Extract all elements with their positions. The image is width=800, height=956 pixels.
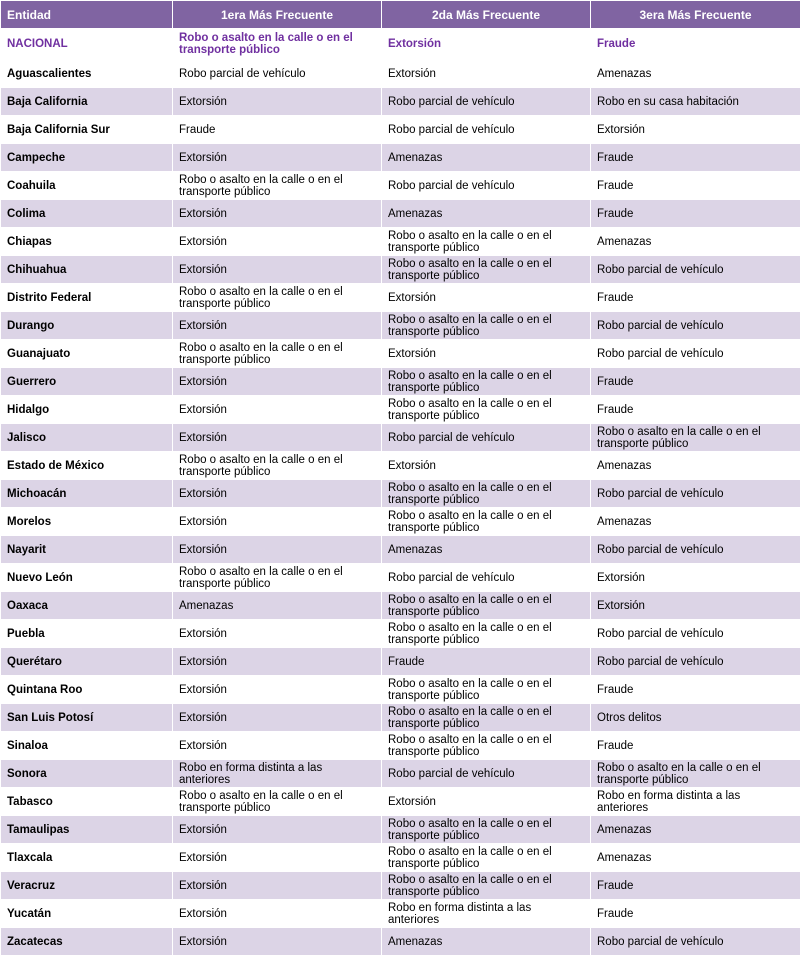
cell-second: Amenazas <box>382 536 591 564</box>
table-row <box>1 284 800 312</box>
cell-entidad: Guerrero <box>1 368 173 396</box>
cell-entidad: Guanajuato <box>1 340 173 368</box>
table-body <box>1 29 800 956</box>
cell-entidad: Sinaloa <box>1 732 173 760</box>
cell-second: Robo o asalto en la calle o en el transporte público <box>382 368 591 396</box>
cell-third: Fraude <box>591 900 800 928</box>
cell-third: Fraude <box>591 368 800 396</box>
cell-second: Robo parcial de vehículo <box>382 88 591 116</box>
table-row <box>1 256 800 284</box>
table-row <box>1 312 800 340</box>
cell-third: Amenazas <box>591 508 800 536</box>
cell-second: Robo o asalto en la calle o en el transporte público <box>382 704 591 732</box>
table-row <box>1 704 800 732</box>
cell-second: Robo o asalto en la calle o en el transporte público <box>382 228 591 256</box>
cell-first: Robo o asalto en la calle o en el transporte público <box>173 564 382 592</box>
cell-third: Robo parcial de vehículo <box>591 620 800 648</box>
cell-third: Robo parcial de vehículo <box>591 648 800 676</box>
cell-entidad: Chihuahua <box>1 256 173 284</box>
cell-first: Extorsión <box>173 144 382 172</box>
table-row <box>1 536 800 564</box>
header-first-most-frequent: 1era Más Frecuente <box>173 1 382 29</box>
table-row <box>1 508 800 536</box>
cell-third: Extorsión <box>591 564 800 592</box>
cell-entidad: Yucatán <box>1 900 173 928</box>
cell-second: Robo o asalto en la calle o en el transporte público <box>382 620 591 648</box>
cell-entidad: Hidalgo <box>1 396 173 424</box>
cell-first: Extorsión <box>173 424 382 452</box>
cell-entidad: Distrito Federal <box>1 284 173 312</box>
cell-entidad: Tamaulipas <box>1 816 173 844</box>
cell-second: Robo o asalto en la calle o en el transporte público <box>382 480 591 508</box>
cell-second: Robo o asalto en la calle o en el transporte público <box>382 844 591 872</box>
cell-third: Robo parcial de vehículo <box>591 480 800 508</box>
header-third-most-frequent: 3era Más Frecuente <box>591 1 800 29</box>
cell-third: Robo en su casa habitación <box>591 88 800 116</box>
cell-third: Robo parcial de vehículo <box>591 256 800 284</box>
cell-entidad: Durango <box>1 312 173 340</box>
cell-third: Robo parcial de vehículo <box>591 536 800 564</box>
cell-entidad: Oaxaca <box>1 592 173 620</box>
cell-entidad: San Luis Potosí <box>1 704 173 732</box>
cell-second: Robo o asalto en la calle o en el transporte público <box>382 872 591 900</box>
table-row <box>1 676 800 704</box>
cell-entidad: Campeche <box>1 144 173 172</box>
cell-first: Extorsión <box>173 312 382 340</box>
cell-entidad: Veracruz <box>1 872 173 900</box>
cell-second: Robo parcial de vehículo <box>382 116 591 144</box>
table-row <box>1 928 800 956</box>
table-row <box>1 816 800 844</box>
cell-second: Extorsión <box>382 60 591 88</box>
header-row <box>1 1 800 29</box>
table-header <box>1 1 800 29</box>
cell-first: Robo o asalto en la calle o en el transporte público <box>173 788 382 816</box>
cell-first: Robo en forma distinta a las anteriores <box>173 760 382 788</box>
cell-second: Amenazas <box>382 928 591 956</box>
cell-first: Extorsión <box>173 396 382 424</box>
nacional-label: NACIONAL <box>1 29 173 60</box>
table-row <box>1 452 800 480</box>
cell-first: Extorsión <box>173 704 382 732</box>
table-row <box>1 592 800 620</box>
cell-third: Fraude <box>591 284 800 312</box>
cell-entidad: Zacatecas <box>1 928 173 956</box>
cell-second: Amenazas <box>382 144 591 172</box>
cell-third: Fraude <box>591 872 800 900</box>
table-row <box>1 424 800 452</box>
cell-second: Robo o asalto en la calle o en el transporte público <box>382 676 591 704</box>
cell-second: Fraude <box>382 648 591 676</box>
cell-entidad: Tabasco <box>1 788 173 816</box>
cell-entidad: Nuevo León <box>1 564 173 592</box>
cell-entidad: Puebla <box>1 620 173 648</box>
cell-second: Robo o asalto en la calle o en el transporte público <box>382 592 591 620</box>
cell-entidad: Baja California <box>1 88 173 116</box>
cell-second: Robo o asalto en la calle o en el transporte público <box>382 508 591 536</box>
table-row <box>1 900 800 928</box>
table-row <box>1 368 800 396</box>
cell-entidad: Sonora <box>1 760 173 788</box>
table-row <box>1 116 800 144</box>
cell-first: Extorsión <box>173 256 382 284</box>
cell-third: Fraude <box>591 172 800 200</box>
cell-third: Amenazas <box>591 844 800 872</box>
cell-first: Extorsión <box>173 816 382 844</box>
cell-second: Amenazas <box>382 200 591 228</box>
header-entidad: Entidad <box>1 1 173 29</box>
cell-entidad: Baja California Sur <box>1 116 173 144</box>
cell-entidad: Morelos <box>1 508 173 536</box>
table-row <box>1 732 800 760</box>
cell-entidad: Nayarit <box>1 536 173 564</box>
cell-entidad: Jalisco <box>1 424 173 452</box>
cell-third: Fraude <box>591 200 800 228</box>
cell-entidad: Tlaxcala <box>1 844 173 872</box>
cell-entidad: Michoacán <box>1 480 173 508</box>
table-row <box>1 564 800 592</box>
cell-first: Extorsión <box>173 508 382 536</box>
nacional-first: Robo o asalto en la calle o en el transporte público <box>173 29 382 60</box>
cell-entidad: Coahuila <box>1 172 173 200</box>
cell-entidad: Quintana Roo <box>1 676 173 704</box>
header-second-most-frequent: 2da Más Frecuente <box>382 1 591 29</box>
cell-first: Fraude <box>173 116 382 144</box>
table-row <box>1 844 800 872</box>
cell-second: Robo parcial de vehículo <box>382 564 591 592</box>
table-row <box>1 228 800 256</box>
table-row <box>1 396 800 424</box>
cell-first: Extorsión <box>173 480 382 508</box>
cell-first: Amenazas <box>173 592 382 620</box>
cell-second: Robo o asalto en la calle o en el transporte público <box>382 396 591 424</box>
cell-third: Fraude <box>591 396 800 424</box>
nacional-second: Extorsión <box>382 29 591 60</box>
table-row <box>1 760 800 788</box>
cell-third: Amenazas <box>591 60 800 88</box>
table-row <box>1 620 800 648</box>
cell-entidad: Aguascalientes <box>1 60 173 88</box>
cell-first: Extorsión <box>173 88 382 116</box>
cell-first: Robo o asalto en la calle o en el transporte público <box>173 340 382 368</box>
nacional-row <box>1 29 800 60</box>
cell-third: Extorsión <box>591 116 800 144</box>
table-row <box>1 200 800 228</box>
cell-first: Extorsión <box>173 536 382 564</box>
cell-first: Extorsión <box>173 620 382 648</box>
cell-first: Extorsión <box>173 368 382 396</box>
table-row <box>1 60 800 88</box>
cell-third: Robo en forma distinta a las anteriores <box>591 788 800 816</box>
cell-first: Robo o asalto en la calle o en el transporte público <box>173 452 382 480</box>
cell-second: Robo o asalto en la calle o en el transporte público <box>382 816 591 844</box>
table-row <box>1 144 800 172</box>
cell-third: Robo parcial de vehículo <box>591 928 800 956</box>
cell-second: Robo o asalto en la calle o en el transporte público <box>382 312 591 340</box>
cell-entidad: Querétaro <box>1 648 173 676</box>
cell-second: Robo o asalto en la calle o en el transporte público <box>382 256 591 284</box>
cell-third: Robo parcial de vehículo <box>591 312 800 340</box>
cell-entidad: Chiapas <box>1 228 173 256</box>
cell-first: Extorsión <box>173 228 382 256</box>
cell-first: Extorsión <box>173 872 382 900</box>
cell-entidad: Estado de México <box>1 452 173 480</box>
cell-third: Amenazas <box>591 452 800 480</box>
cell-second: Robo parcial de vehículo <box>382 760 591 788</box>
cell-second: Extorsión <box>382 788 591 816</box>
cell-first: Extorsión <box>173 844 382 872</box>
table-row <box>1 172 800 200</box>
nacional-third: Fraude <box>591 29 800 60</box>
cell-first: Extorsión <box>173 928 382 956</box>
cell-third: Fraude <box>591 676 800 704</box>
cell-third: Extorsión <box>591 592 800 620</box>
cell-first: Robo o asalto en la calle o en el transporte público <box>173 172 382 200</box>
cell-third: Amenazas <box>591 816 800 844</box>
cell-third: Robo o asalto en la calle o en el transporte público <box>591 760 800 788</box>
cell-first: Extorsión <box>173 648 382 676</box>
table-row <box>1 480 800 508</box>
cell-third: Otros delitos <box>591 704 800 732</box>
cell-second: Extorsión <box>382 340 591 368</box>
cell-first: Robo o asalto en la calle o en el transporte público <box>173 284 382 312</box>
cell-second: Robo o asalto en la calle o en el transporte público <box>382 732 591 760</box>
cell-second: Extorsión <box>382 452 591 480</box>
cell-third: Fraude <box>591 144 800 172</box>
cell-third: Robo parcial de vehículo <box>591 340 800 368</box>
cell-first: Robo parcial de vehículo <box>173 60 382 88</box>
cell-first: Extorsión <box>173 900 382 928</box>
cell-first: Extorsión <box>173 676 382 704</box>
cell-third: Robo o asalto en la calle o en el transporte público <box>591 424 800 452</box>
table-row <box>1 340 800 368</box>
cell-second: Robo parcial de vehículo <box>382 172 591 200</box>
table-row <box>1 88 800 116</box>
cell-first: Extorsión <box>173 732 382 760</box>
cell-second: Robo en forma distinta a las anteriores <box>382 900 591 928</box>
cell-third: Fraude <box>591 732 800 760</box>
cell-second: Robo parcial de vehículo <box>382 424 591 452</box>
table-row <box>1 648 800 676</box>
cell-third: Amenazas <box>591 228 800 256</box>
table-row <box>1 788 800 816</box>
table-row <box>1 872 800 900</box>
cell-entidad: Colima <box>1 200 173 228</box>
cell-first: Extorsión <box>173 200 382 228</box>
cell-second: Extorsión <box>382 284 591 312</box>
